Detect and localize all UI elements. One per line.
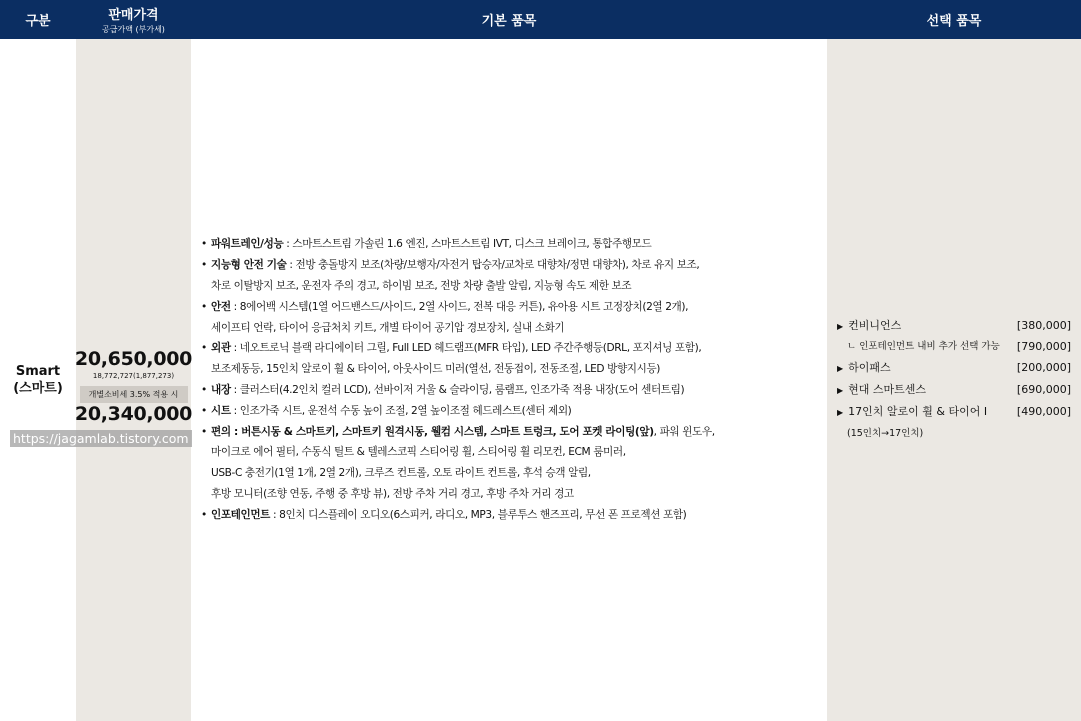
option-row xyxy=(837,316,1071,338)
option-name xyxy=(837,358,891,380)
triangle-right-icon: ▶ xyxy=(837,364,844,374)
option-row xyxy=(837,358,1071,380)
header-options: 선택 품목 xyxy=(926,14,982,29)
trim-name: Smart xyxy=(15,364,61,379)
table-header xyxy=(0,0,1081,39)
header-price-label: 판매가격 xyxy=(108,8,159,23)
triangle-right-icon: ▶ xyxy=(837,386,844,395)
item-text: : 클러스터(4.2인치 컬러 LCD), 선바이저 거울 & 슬라이딩, 룸램프, 인조가죽 적용 내장(도어 센터트림) xyxy=(230,384,685,396)
item-text-line: 마이크로 에어 필터, 수동식 틸트 & 텔레스코픽 스티어링 휠, 스티어링 휠 리모컨, ECM 룸미러, xyxy=(211,446,626,459)
item-text: : 스마트스트림 가솔린 1.6 엔진, 스마트스트림 IVT, 디스크 브레이크, 통합주행모드 xyxy=(283,238,652,251)
header-price xyxy=(76,0,191,39)
item-text-line: 보조제동등, 15인치 알로이 휠 & 타이어, 아웃사이드 미러(열선, 전동접이, 전동조절, LED 방향지시등) xyxy=(211,363,661,376)
triangle-right-icon: ▶ xyxy=(837,407,844,417)
item-label: 파워트레인/성능 xyxy=(211,238,284,251)
tax-price: 20,340,000 xyxy=(74,402,193,425)
item-label: 외관 xyxy=(211,342,231,355)
item-text: , 파워 윈도우, xyxy=(653,425,715,438)
option-price: [200,000] xyxy=(1016,361,1071,375)
option-row xyxy=(837,380,1071,402)
basic-item xyxy=(201,297,715,339)
basic-item xyxy=(201,401,715,422)
triangle-right-icon: ▶ xyxy=(837,321,844,331)
basic-items-cell xyxy=(191,39,827,721)
option-price: [380,000] xyxy=(1016,318,1071,332)
option-label: 하이패스 xyxy=(848,361,891,375)
basic-item xyxy=(201,338,715,380)
option-label: 17인치 알로이 휠 & 타이어 Ⅰ xyxy=(848,404,988,418)
option-name xyxy=(837,380,926,402)
trim-cell xyxy=(0,39,76,721)
option-name xyxy=(837,402,987,424)
option-extra: (15인치→17인치) xyxy=(847,427,924,439)
basic-item xyxy=(201,422,715,505)
options-cell xyxy=(827,39,1081,721)
option-price: [690,000] xyxy=(1016,383,1071,396)
option-name xyxy=(837,337,1000,358)
header-price-sub: 공급가액 (부가세) xyxy=(102,25,165,34)
supply-price: 18,772,727(1,877,273) xyxy=(92,371,175,380)
item-label: 시트 xyxy=(211,404,231,417)
basic-item xyxy=(201,505,715,526)
basic-items-list xyxy=(191,234,715,525)
item-text: : 인조가죽 시트, 운전석 수동 높이 조절, 2열 높이조절 헤드레스트(센터 제외) xyxy=(230,404,572,417)
option-row xyxy=(837,337,1071,358)
item-text: : 8인치 디스플레이 오디오(6스피커, 라디오, MP3, 블루투스 핸즈프리, 무선 폰 프로젝션 포함) xyxy=(270,508,687,521)
sale-price: 20,650,000 xyxy=(74,347,193,370)
option-price: [790,000] xyxy=(1016,340,1071,354)
item-label: 편의 xyxy=(211,425,231,438)
item-text: : 8에어백 시스템(1열 어드밴스드/사이드, 2열 사이드, 전복 대응 커튼), 유아용 시트 고정장치(2열 2개), xyxy=(230,300,689,313)
trim-name-kr: (스마트) xyxy=(13,381,63,396)
option-label: 현대 스마트센스 xyxy=(848,383,927,396)
item-text: : 네오트로닉 블랙 라디에이터 그릴, Full LED 헤드램프(MFR 타입), LED 주간주행등(DRL, 포지셔닝 포함), xyxy=(230,342,702,355)
item-label: 안전 xyxy=(211,300,231,313)
item-text: : 버튼시동 & 스마트키, 스마트키 원격시동, 웰컴 시스템, 스마트 트렁크, 도어 포켓 라이팅(앞) xyxy=(230,425,654,438)
header-basic: 기본 품목 xyxy=(481,14,537,29)
option-label: 컨비니언스 xyxy=(848,318,902,332)
basic-item xyxy=(201,380,715,401)
header-category: 구분 xyxy=(25,14,51,29)
option-price: [490,000] xyxy=(1016,404,1071,418)
option-row xyxy=(837,402,1071,424)
item-text-line: 세이프티 언락, 타이어 응급처치 키트, 개별 타이어 공기압 경보장치, 실내 소화기 xyxy=(211,321,565,334)
tax-label: 개별소비세 3.5% 적용 시 xyxy=(80,386,188,403)
item-text-line: 차로 이탈방지 보조, 운전자 주의 경고, 하이빔 보조, 전방 차량 출발 알림, 지능형 속도 제한 보조 xyxy=(211,280,632,293)
item-label: 지능형 안전 기술 xyxy=(211,259,287,272)
option-name xyxy=(837,316,901,338)
item-text-line: 후방 모니터(조향 연동, 주행 중 후방 뷰), 전방 주차 거리 경고, 후방 주차 거리 경고 xyxy=(211,487,574,500)
item-label: 내장 xyxy=(211,384,231,396)
basic-item xyxy=(201,234,715,255)
item-label: 인포테인먼트 xyxy=(211,508,271,521)
basic-item xyxy=(201,255,715,297)
item-text: : 전방 충돌방지 보조(차량/보행자/자전거 탑승자/교차로 대향차/정면 대향차), 차로 유지 보조, xyxy=(286,259,700,272)
watermark: https://jagamlab.tistory.com xyxy=(10,430,192,447)
option-label: ㄴ 인포테인먼트 내비 추가 선택 가능 xyxy=(847,341,1000,353)
item-text-line: USB-C 충전기(1열 1개, 2열 2개), 크루즈 컨트롤, 오토 라이트 컨트롤, 후석 승객 알림, xyxy=(211,467,591,480)
price-cell xyxy=(76,39,191,721)
options-list xyxy=(827,316,1081,445)
